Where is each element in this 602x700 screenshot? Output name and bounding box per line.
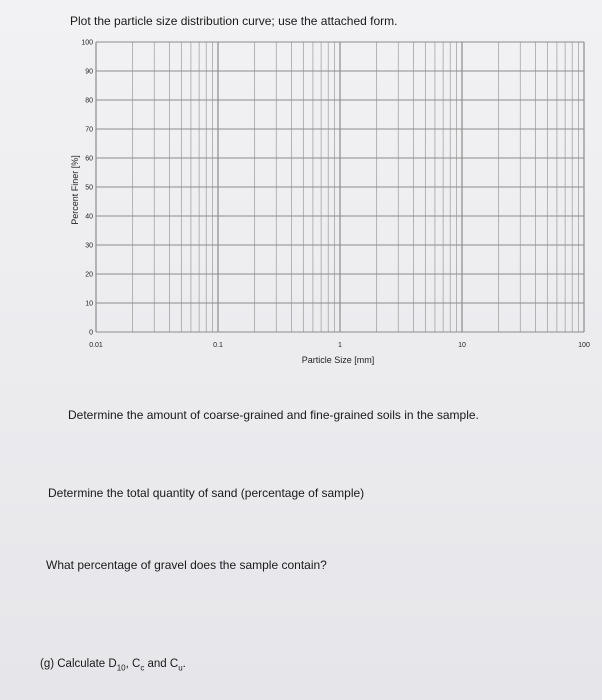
x-tick-label: 1 [338,342,342,349]
question-coarse-fine: Determine the amount of coarse-grained and fine-grained soils in the sample. [68,408,479,422]
x-axis-label: Particle Size [mm] [301,355,375,365]
y-tick-label: 20 [85,271,93,279]
question-gravel: What percentage of gravel does the sample contain? [46,558,327,572]
y-tick-label: 0 [89,329,93,337]
y-axis-label: Percent Finer [%] [70,155,80,225]
y-tick-labels [81,40,93,337]
q4-sub-10: 10 [116,663,126,673]
y-tick-label: 50 [85,184,93,192]
y-tick-label: 100 [81,39,93,47]
q4-prefix: (g) Calculate D [40,658,117,670]
y-tick-label: 60 [85,155,93,163]
q4-mid2: and C [144,658,179,670]
y-tick-label: 70 [85,126,93,134]
q4-sub-u: u [178,663,183,673]
question-sand: Determine the total quantity of sand (percentage of sample) [48,486,365,500]
x-tick-labels [89,342,590,349]
x-tick-label: 0.1 [213,342,223,349]
q4-end: . [182,658,186,670]
x-tick-label: 10 [458,342,466,349]
x-tick-label: 100 [578,342,590,349]
y-tick-label: 90 [85,68,93,76]
question-calc-d10-cc-cu [40,658,186,672]
x-tick-label: 0.01 [89,342,103,349]
y-tick-label: 80 [85,97,93,105]
y-tick-label: 10 [85,300,93,308]
q4-mid1: , C [125,658,141,670]
q4-sub-c: c [140,663,145,673]
y-tick-label: 40 [85,213,93,221]
instruction-text: Plot the particle size distribution curve; use the attached form. [70,14,398,28]
chart-grid [96,42,584,332]
y-tick-label: 30 [85,242,93,250]
